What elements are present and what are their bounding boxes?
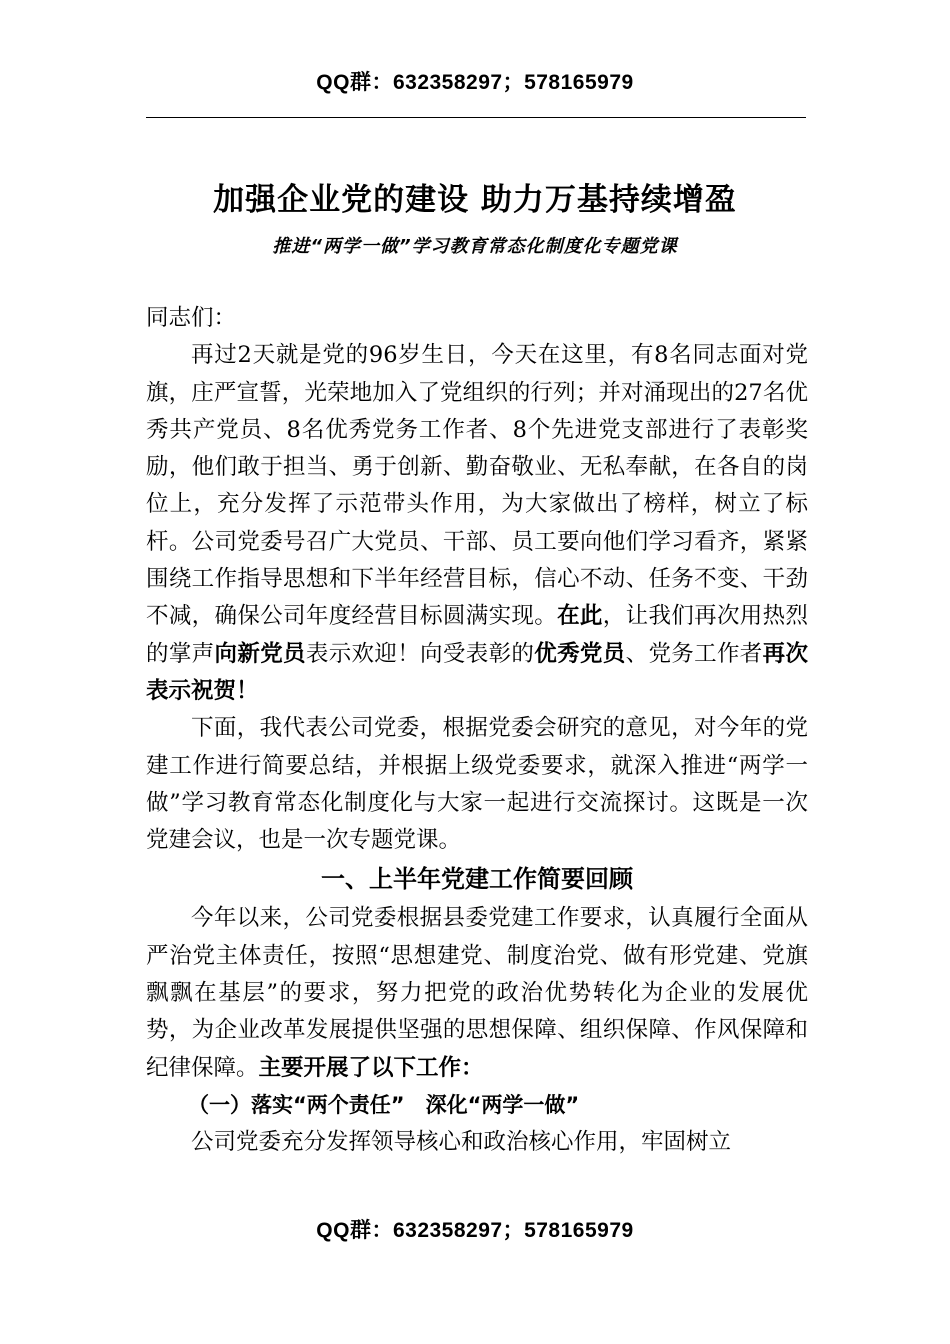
paragraph-4: 公司党委充分发挥领导核心和政治核心作用，牢固树立 — [191, 1129, 732, 1156]
paragraph-1 — [146, 337, 808, 710]
section-heading-1: 一、上半年党建工作简要回顾 — [321, 865, 633, 894]
header-divider — [146, 117, 806, 118]
paragraph-3-text: 今年以来，公司党委根据县委党建工作要求，认真履行全面从严治党主体责任，按照“思想建党、制度治党、做有形党建、党旗飘飘在基层”的要求，努力把党的政治优势转化为企业的发展优势，为企业改革发展提供坚强的思想保障、组织保障、作风保障和纪律保障。 — [146, 905, 808, 1081]
paragraph-1-text-3: 表示欢迎！向受表彰的 — [305, 640, 535, 667]
paragraph-1-text: 再过2天就是党的96岁生日，今天在这里，有8名同志面对党旗，庄严宣誓，光荣地加入了党组织的行列；并对涌现出的27名优秀共产党员、8名优秀党务工作者、8个先进党支部进行了表彰奖励，他们敢于担当、勇于创新、勤奋敬业、无私奉献，在各自的岗位上，充分发挥了示范带头作用，为大家做出了榜样，树立了标杆。公司党委号召广大党员、干部、员工要向他们学习看齐，紧紧围绕工作指导思想和下半年经营目标，信心不动、任务不变、干劲不减，确保公司年度经营目标圆满实现。 — [146, 342, 808, 630]
paragraph-1-bold-2: 向新党员 — [214, 640, 306, 667]
document-subtitle: 推进“两学一做”学习教育常态化制度化专题党课 — [272, 236, 678, 257]
paragraph-1-text-4: 、党务工作者 — [625, 640, 763, 667]
paragraph-3-bold-tail: 主要开展了以下工作： — [258, 1054, 484, 1081]
paragraph-2: 下面，我代表公司党委，根据党委会研究的意见，对今年的党建工作进行简要总结，并根据上级党委要求，就深入推进“两学一做”学习教育常态化制度化与大家一起进行交流探讨。这既是一次党建会议，也是一次专题党课。 — [146, 715, 808, 854]
document-title: 加强企业党的建设 助力万基持续增盈 — [213, 182, 737, 218]
header-qq-group: QQ群：632358297；578165979 — [316, 71, 634, 94]
paragraph-1-bold-4: 再次表示祝贺！ — [146, 640, 808, 704]
footer-qq-group: QQ群：632358297；578165979 — [316, 1219, 634, 1242]
paragraph-1-text-2: ，让我们再次用热烈的掌声 — [146, 603, 808, 667]
paragraph-1-bold-1: 在此 — [557, 603, 603, 630]
salutation: 同志们： — [146, 305, 237, 331]
document-body — [146, 300, 808, 1162]
subsection-heading-1: （一）落实“两个责任” 深化“两学一做” — [188, 1092, 580, 1117]
paragraph-3 — [146, 900, 808, 1086]
paragraph-1-bold-3: 优秀党员 — [534, 640, 626, 667]
